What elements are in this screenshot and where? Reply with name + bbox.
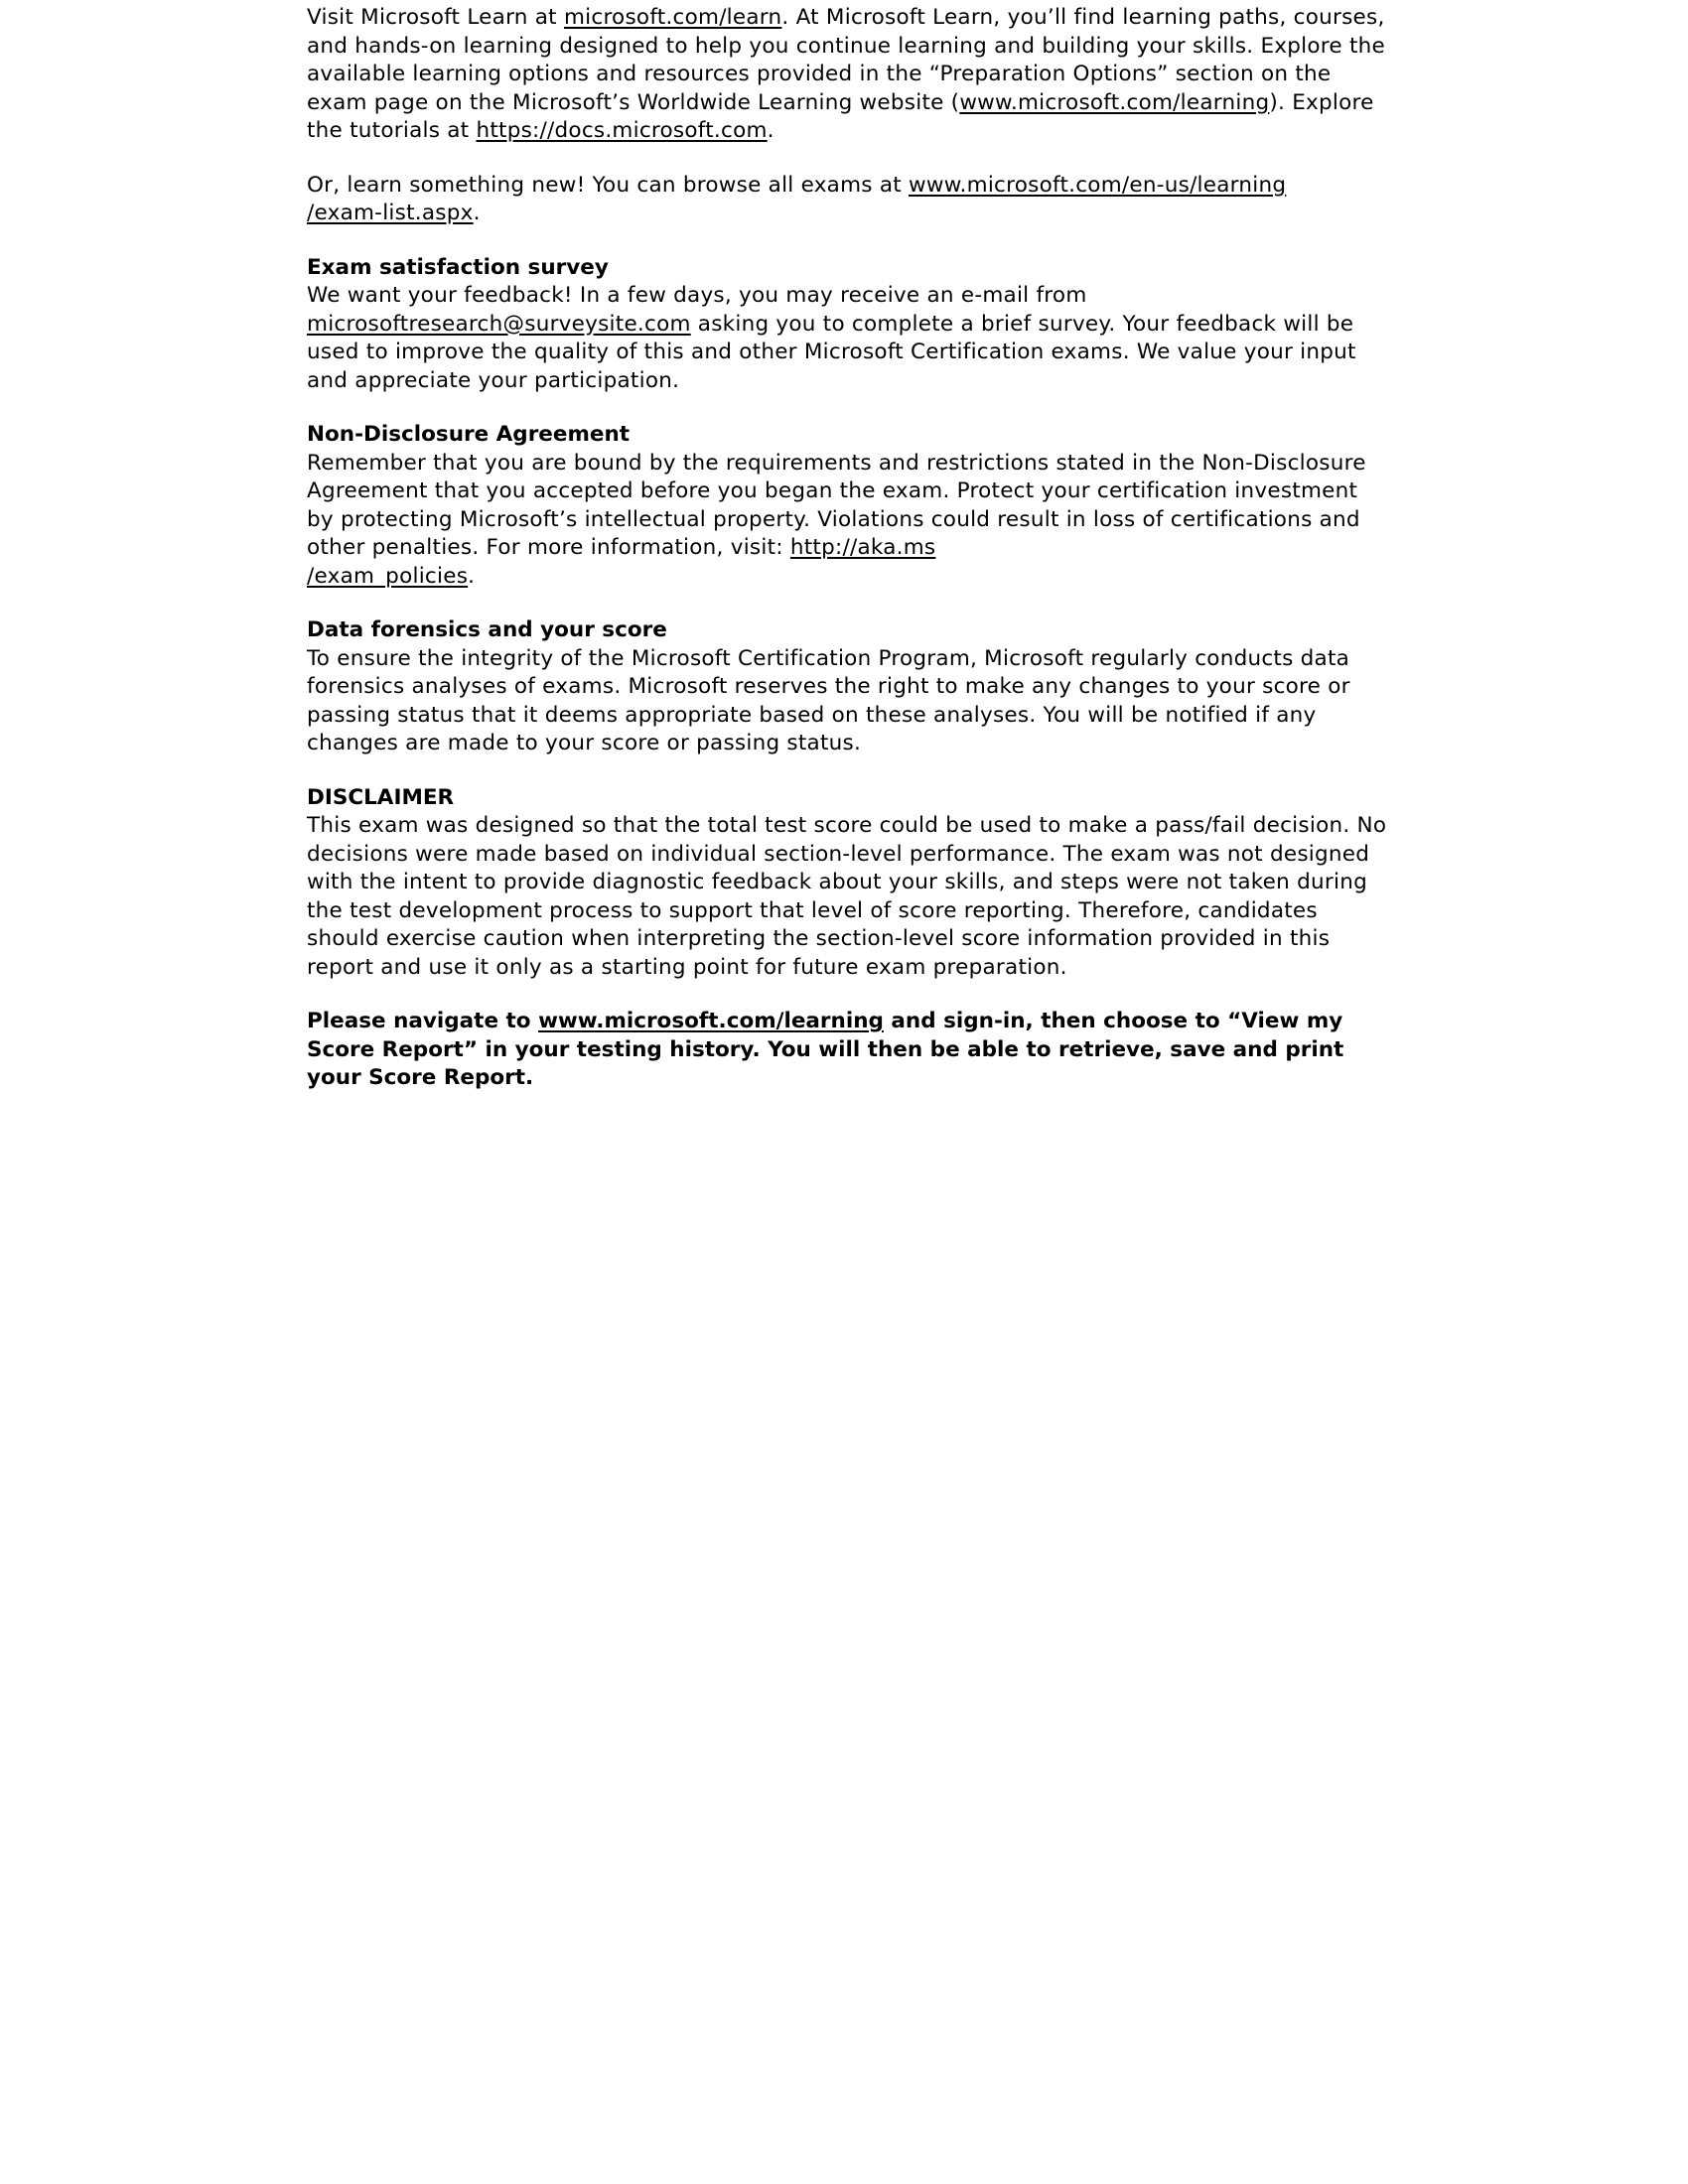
score-note-text-1: Please navigate to: [307, 1009, 539, 1033]
forensics-section: [307, 616, 1389, 758]
learn-text-1: Visit Microsoft Learn at: [307, 5, 564, 30]
learn-text-2: . At Microsoft Learn, you’ll find learning paths, courses, and hands-on learning designed to help you continue learning and building your skills. Explore the available learning options and resources provided in the “Preparation Options” section on the exam page on the Microsoft’s Worldwide Learning website (: [307, 5, 1385, 115]
exam-policies-link-part-2: /exam_policies: [307, 563, 469, 589]
document-body: [307, 4, 1389, 1119]
nda-heading: Non-Disclosure Agreement: [307, 422, 631, 447]
forensics-heading: Data forensics and your score: [307, 617, 667, 642]
exam-list-link-part-2: /exam-list.aspx: [307, 201, 474, 225]
exam-list-link-part-1: www.microsoft.com/en-us/learning: [909, 172, 1287, 198]
learn-text-4: .: [767, 118, 774, 143]
browse-text-1: Or, learn something new! You can browse all exams at: [307, 172, 910, 198]
survey-text-2: asking you to complete a brief survey. Your feedback will be used to improve the quality of this and other Microsoft Certification exams. We value your input and appreciate your participation.: [307, 311, 1356, 393]
docs-microsoft-link[interactable]: https://docs.microsoft.com: [476, 118, 768, 143]
disclaimer-text: This exam was designed so that the total test score could be used to make a pass/fail decision. No decisions were made based on individual section-level performance. The exam was not designed with the intent to provide diagnostic feedback about your skills, and steps were not taken during the test development process to support that level of score reporting. Therefore, candidates should exercise caution when interpreting the section-level score information provided in this report and use it only as a starting point for future exam preparation.: [307, 813, 1387, 980]
browse-text-2: .: [473, 201, 481, 225]
learn-text-3: ). Explore the tutorials at: [307, 89, 1374, 143]
survey-email-link[interactable]: microsoftresearch@surveysite.com: [307, 311, 691, 337]
browse-exams-paragraph: [307, 172, 1389, 228]
nda-text-1: Remember that you are bound by the requirements and restrictions stated in the Non-Disclosure Agreement that you accepted before you began the exam. Protect your certification investment by protecting Microsoft’s intellectual property. Violations could result in loss of certifications and other penalties. For more information, visit:: [307, 450, 1366, 560]
disclaimer-section: [307, 784, 1389, 983]
score-note-text-2: and sign-in, then choose to “View my Score Report” in your testing history. You will then be able to retrieve, save and print your Score Report.: [307, 1009, 1344, 1090]
nda-section: [307, 421, 1389, 591]
exam-policies-link-part-1: http://aka.ms: [789, 535, 936, 560]
survey-section: [307, 254, 1389, 396]
microsoft-learn-link[interactable]: microsoft.com/learn: [563, 5, 782, 30]
nda-text-2: .: [468, 563, 476, 589]
score-report-learning-link[interactable]: www.microsoft.com/learning: [538, 1009, 884, 1033]
score-report-note: [307, 1008, 1389, 1093]
disclaimer-heading: DISCLAIMER: [307, 784, 455, 810]
microsoft-learning-link[interactable]: www.microsoft.com/learning: [959, 89, 1270, 115]
survey-heading: Exam satisfaction survey: [307, 254, 609, 280]
learn-paragraph: [307, 4, 1389, 146]
forensics-text: To ensure the integrity of the Microsoft Certification Program, Microsoft regularly conducts data forensics analyses of exams. Microsoft reserves the right to make any changes to your score or passing status that it deems appropriate based on these analyses. You will be notified if any changes are made to your score or passing status.: [307, 645, 1350, 755]
survey-text-1: We want your feedback! In a few days, you may receive an e-mail from: [307, 283, 1087, 308]
